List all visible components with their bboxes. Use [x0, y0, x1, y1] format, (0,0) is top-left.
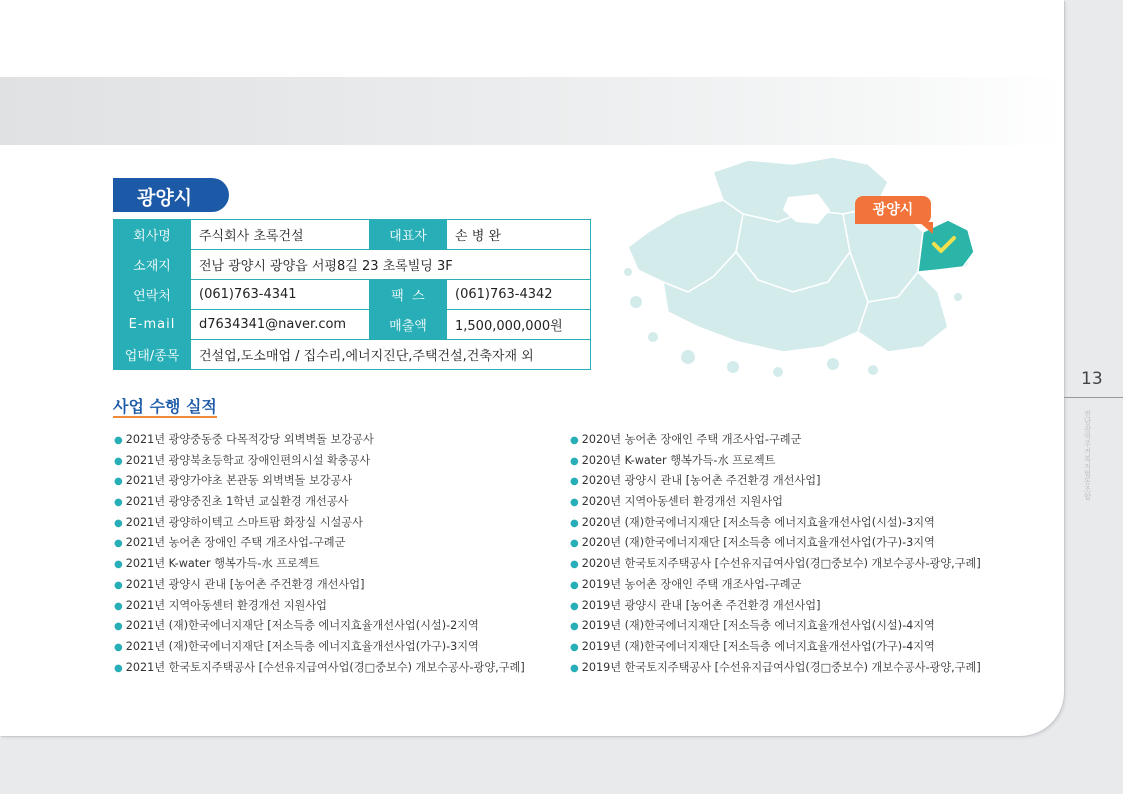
- bullet-icon: ●: [114, 579, 123, 591]
- bullet-icon: ●: [570, 559, 579, 571]
- table-row: [114, 280, 591, 310]
- business-label: 업태/종목: [114, 340, 191, 370]
- project-item: [570, 616, 981, 637]
- project-item: [570, 554, 981, 575]
- project-list-left: [114, 430, 525, 678]
- bullet-icon: ●: [114, 641, 123, 653]
- project-item: [570, 471, 981, 492]
- bullet-icon: ●: [570, 621, 579, 633]
- map-island: [624, 268, 632, 276]
- sales-label: 매출액: [370, 310, 447, 340]
- project-text: 2021년 농어촌 장애인 주택 개조사업-구례군: [125, 536, 346, 550]
- project-item: [570, 533, 981, 554]
- project-text: 2019년 (재)한국에너지재단 [저소득층 에너지효율개선사업(시설)-4지역: [581, 619, 935, 633]
- project-text: 2020년 (재)한국에너지재단 [저소득층 에너지효율개선사업(시설)-3지역: [581, 515, 935, 529]
- project-item: [570, 637, 981, 658]
- section-underline: [113, 416, 217, 418]
- bullet-icon: ●: [114, 600, 123, 612]
- project-item: [114, 451, 525, 472]
- bullet-icon: ●: [570, 435, 579, 446]
- bullet-icon: ●: [114, 538, 123, 550]
- region-title-tab: [113, 178, 229, 212]
- project-list-right: [570, 430, 981, 678]
- bullet-icon: ●: [570, 538, 579, 550]
- project-item: [570, 596, 981, 617]
- address-label: 소재지: [114, 250, 191, 280]
- bullet-icon: ●: [114, 435, 123, 446]
- project-item: [570, 658, 981, 679]
- bullet-icon: ●: [570, 517, 579, 529]
- company-value: 주식회사 초록건설: [191, 220, 370, 250]
- project-item: [114, 596, 525, 617]
- project-item: [114, 492, 525, 513]
- map-label: 광양시: [855, 196, 931, 224]
- map-island: [868, 365, 878, 375]
- header-band: [0, 77, 1064, 145]
- bullet-icon: ●: [114, 476, 123, 488]
- project-item: [114, 554, 525, 575]
- bullet-icon: ●: [114, 662, 123, 674]
- map-island: [648, 332, 658, 342]
- fax-label: 팩 스: [370, 280, 447, 310]
- phone-label: 연락처: [114, 280, 191, 310]
- bullet-icon: ●: [570, 497, 579, 509]
- phone-value: (061)763-4341: [191, 280, 370, 310]
- project-item: [114, 616, 525, 637]
- table-row: [114, 310, 591, 340]
- ceo-label: 대표자: [370, 220, 447, 250]
- region-title: 광양시: [137, 187, 193, 209]
- email-value: d7634341@naver.com: [191, 310, 370, 340]
- project-text: 2020년 광양시 관내 [농어촌 주건환경 개선사업]: [581, 474, 821, 488]
- map-island: [727, 361, 739, 373]
- map-island: [630, 296, 642, 308]
- project-text: 2021년 광양북초등학교 장애인편의시설 확충공사: [125, 453, 371, 467]
- project-text: 2019년 (재)한국에너지재단 [저소득층 에너지효율개선사업(가구)-4지역: [581, 639, 935, 653]
- company-label: 회사명: [114, 220, 191, 250]
- project-item: [114, 533, 525, 554]
- project-item: [114, 471, 525, 492]
- map-island: [954, 293, 962, 301]
- project-text: 2019년 한국토지주택공사 [수선유지급여사업(경□중보수) 개보수공사-광양,구례]: [581, 660, 981, 674]
- project-text: 2021년 광양중동중 다목적강당 외벽벽돌 보강공사: [125, 433, 374, 446]
- project-text: 2021년 지역아동센터 환경개선 지원사업: [125, 598, 327, 612]
- side-organization-text: 전남광역주거복지협동조합: [1083, 410, 1092, 500]
- bullet-icon: ●: [114, 559, 123, 571]
- project-item: [570, 575, 981, 596]
- bullet-icon: ●: [114, 621, 123, 633]
- company-info-table: [113, 219, 591, 370]
- project-text: 2021년 광양하이텍고 스마트팜 화장실 시설공사: [125, 515, 363, 529]
- project-text: 2021년 (재)한국에너지재단 [저소득층 에너지효율개선사업(시설)-2지역: [125, 619, 479, 633]
- project-item: [570, 513, 981, 534]
- project-text: 2020년 농어촌 장애인 주택 개조사업-구례군: [581, 433, 802, 446]
- project-item: [570, 451, 981, 472]
- project-item: [114, 513, 525, 534]
- project-item: [114, 637, 525, 658]
- project-text: 2020년 K-water 행복가득-水 프로젝트: [581, 453, 776, 467]
- project-item: [570, 430, 981, 451]
- bullet-icon: ●: [114, 497, 123, 509]
- page-number: 13: [1081, 369, 1103, 389]
- map-island: [681, 350, 695, 364]
- table-row: [114, 250, 591, 280]
- project-text: 2020년 지역아동센터 환경개선 지원사업: [581, 495, 783, 509]
- map-island: [827, 358, 839, 370]
- project-item: [114, 658, 525, 679]
- project-text: 2019년 광양시 관내 [농어촌 주건환경 개선사업]: [581, 598, 821, 612]
- project-text: 2020년 한국토지주택공사 [수선유지급여사업(경□중보수) 개보수공사-광양,구례]: [581, 557, 981, 571]
- page-number-line: [1064, 397, 1123, 398]
- bullet-icon: ●: [570, 579, 579, 591]
- project-item: [114, 575, 525, 596]
- project-text: 2021년 광양중진초 1학년 교실환경 개선공사: [125, 495, 349, 509]
- project-item: [114, 430, 525, 451]
- project-text: 2021년 광양가야초 본관동 외벽벽돌 보강공사: [125, 474, 353, 488]
- bullet-icon: ●: [570, 476, 579, 488]
- bullet-icon: ●: [570, 641, 579, 653]
- bullet-icon: ●: [570, 600, 579, 612]
- bullet-icon: ●: [570, 662, 579, 674]
- map-island: [773, 367, 783, 377]
- project-text: 2021년 광양시 관내 [농어촌 주건환경 개선사업]: [125, 577, 365, 591]
- project-text: 2021년 K-water 행복가득-水 프로젝트: [125, 557, 320, 571]
- project-text: 2019년 농어촌 장애인 주택 개조사업-구례군: [581, 577, 802, 591]
- project-text: 2021년 한국토지주택공사 [수선유지급여사업(경□중보수) 개보수공사-광양,구례]: [125, 660, 525, 674]
- bullet-icon: ●: [570, 455, 579, 467]
- project-item: [570, 492, 981, 513]
- project-text: 2021년 (재)한국에너지재단 [저소득층 에너지효율개선사업(가구)-3지역: [125, 639, 479, 653]
- business-value: 건설업,도소매업 / 집수리,에너지진단,주택건설,건축자재 외: [191, 340, 591, 370]
- ceo-value: 손 병 완: [447, 220, 591, 250]
- address-value: 전남 광양시 광양읍 서평8길 23 초록빌딩 3F: [191, 250, 591, 280]
- project-text: 2020년 (재)한국에너지재단 [저소득층 에너지효율개선사업(가구)-3지역: [581, 536, 935, 550]
- section-title: 사업 수행 실적: [113, 397, 217, 416]
- table-row: [114, 340, 591, 370]
- fax-value: (061)763-4342: [447, 280, 591, 310]
- region-map: [618, 152, 978, 382]
- bullet-icon: ●: [114, 517, 123, 529]
- table-row: [114, 220, 591, 250]
- email-label: E-mail: [114, 310, 191, 340]
- sales-value: 1,500,000,000원: [447, 310, 591, 340]
- bullet-icon: ●: [114, 455, 123, 467]
